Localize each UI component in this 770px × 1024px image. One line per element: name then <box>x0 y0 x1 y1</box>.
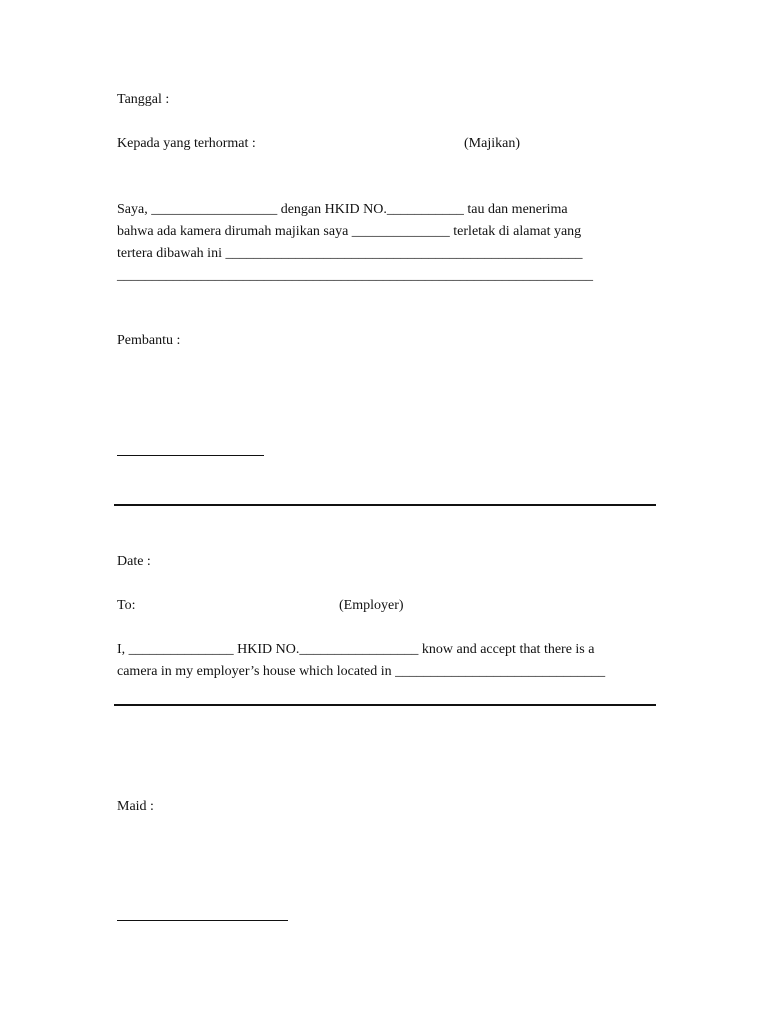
english-statement-line-1: I, _______________ HKID NO._________________ know and accept that there is a <box>117 642 595 657</box>
english-statement-line-2: camera in my employer’s house which located in ______________________________ <box>117 664 606 679</box>
date-label: Date : <box>117 554 151 569</box>
section-divider <box>114 504 656 506</box>
pembantu-label: Pembantu : <box>117 333 181 348</box>
majikan-role: (Majikan) <box>464 136 520 151</box>
recipient-label: Kepada yang terhormat : <box>117 136 256 151</box>
english-divider <box>114 704 656 706</box>
employer-role: (Employer) <box>339 598 404 613</box>
maid-label: Maid : <box>117 799 154 814</box>
pembantu-signature-line <box>117 455 264 456</box>
to-label: To: <box>117 598 136 613</box>
statement-line-4: ____________________________________________________________________ <box>117 268 593 283</box>
statement-line-2: bahwa ada kamera dirumah majikan saya ______________ terletak di alamat yang <box>117 224 582 239</box>
statement-line-1: Saya, __________________ dengan HKID NO.___________ tau dan menerima <box>117 202 568 217</box>
maid-signature-line <box>117 920 288 921</box>
tanggal-label: Tanggal : <box>117 92 170 107</box>
statement-line-3: tertera dibawah ini ___________________________________________________ <box>117 246 583 261</box>
